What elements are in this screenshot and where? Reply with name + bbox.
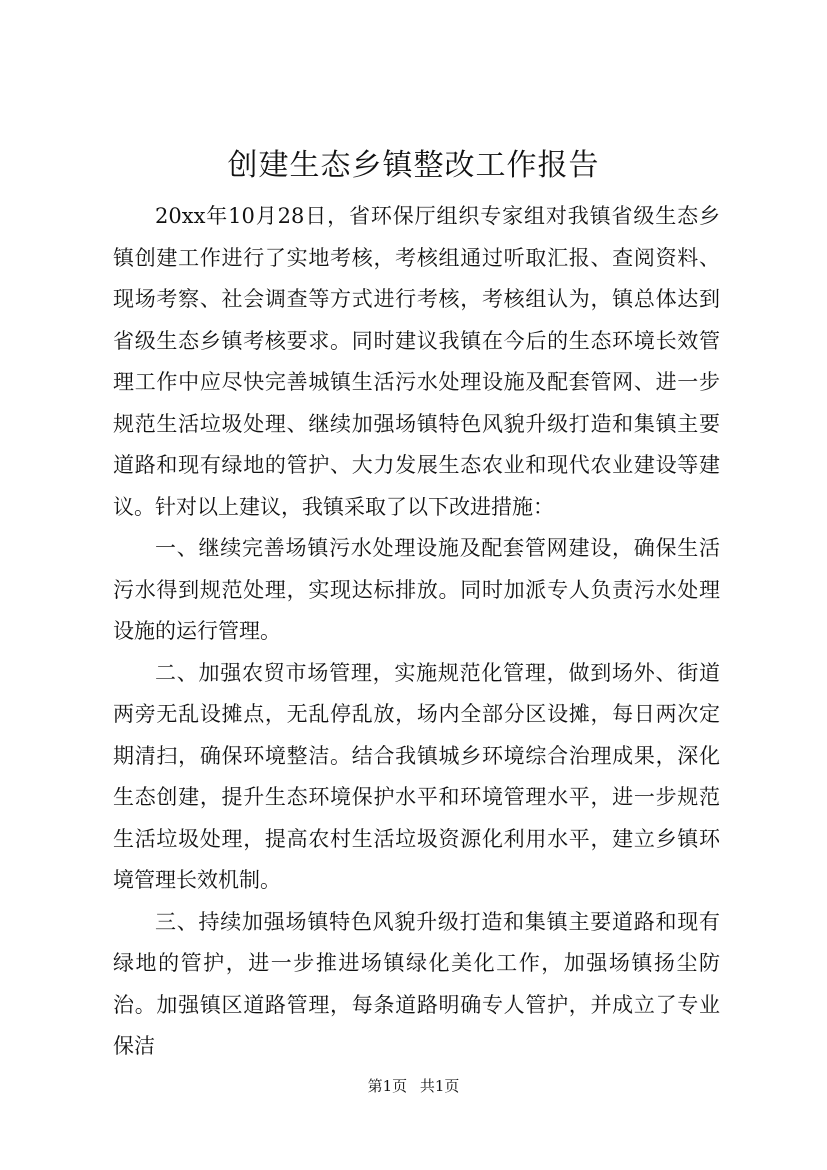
document-body: [113, 196, 720, 1068]
page-footer: [0, 1076, 827, 1096]
paragraph-measure-3: 三、持续加强场镇特色风貌升级打造和集镇主要道路和现有绿地的管护，进一步推进场镇绿化美化工作，加强场镇扬尘防治。加强镇区道路管理，每条道路明确专人管护，并成立了专业保洁: [113, 909, 720, 1058]
paragraph-intro: 20xx年10月28日，省环保厅组织专家组对我镇省级生态乡镇创建工作进行了实地考核，考核组通过听取汇报、查阅资料、现场考察、社会调查等方式进行考核，考核组认为，镇总体达到省级生态乡镇考核要求。同时建议我镇在今后的生态环境长效管理工作中应尽快完善城镇生活污水处理设施及配套管网、进一步规范生活垃圾处理、继续加强场镇特色风貌升级打造和集镇主要道路和现有绿地的管护、大力发展生态农业和现代农业建设等建议。针对以上建议，我镇采取了以下改进措施：: [113, 204, 720, 519]
document-title: 创建生态乡镇整改工作报告: [227, 148, 600, 183]
page-total: 共1页: [419, 1077, 460, 1095]
page-number: 第1页: [367, 1077, 408, 1095]
paragraph-measure-2: 二、加强农贸市场管理，实施规范化管理，做到场外、街道两旁无乱设摊点，无乱停乱放，场内全部分区设摊，每日两次定期清扫，确保环境整洁。结合我镇城乡环境综合治理成果，深化生态创建，提升生态环境保护水平和环境管理水平，进一步规范生活垃圾处理，提高农村生活垃圾资源化利用水平，建立乡镇环境管理长效机制。: [113, 660, 720, 892]
paragraph-measure-1: 一、继续完善场镇污水处理设施及配套管网建设，确保生活污水得到规范处理，实现达标排放。同时加派专人负责污水处理设施的运行管理。: [113, 536, 720, 643]
